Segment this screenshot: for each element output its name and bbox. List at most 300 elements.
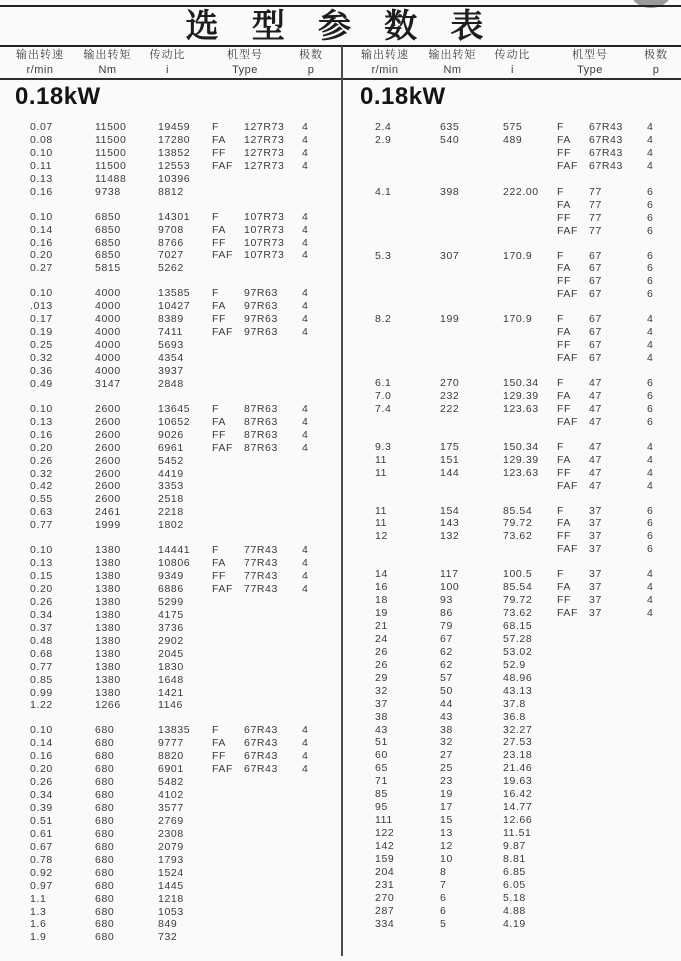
cell-output-torque: 175 [440, 440, 460, 453]
cell-output-torque [440, 416, 503, 429]
cell-type-model [244, 854, 302, 867]
table-group [345, 121, 681, 173]
cell-output-torque: 307 [440, 249, 460, 262]
cell-output-torque: 680 [95, 827, 115, 840]
cell-type-prefix [212, 519, 244, 532]
cell-type-prefix: FA [212, 737, 227, 750]
cell-ratio: 5482 [158, 776, 184, 789]
cell-type-prefix [212, 815, 244, 828]
cell-output-torque: 11500 [95, 121, 127, 133]
cell-ratio: 16.42 [503, 788, 533, 801]
cell-type-model: 107R73 [244, 236, 285, 249]
cell-poles: 6 [647, 377, 654, 389]
cell-output-speed: 0.63 [30, 506, 53, 519]
table-row [0, 186, 336, 199]
cell-type-prefix [212, 493, 244, 506]
table-row [345, 594, 681, 607]
cell-type-prefix [212, 802, 244, 815]
table-row [345, 853, 681, 866]
cell-type-model [244, 828, 302, 841]
cell-type-prefix [212, 622, 244, 635]
table-row [345, 543, 681, 556]
table-row [345, 467, 681, 480]
cell-type-model [244, 468, 302, 481]
cell-poles [302, 880, 336, 893]
cell-output-speed: 0.26 [30, 776, 53, 789]
cell-output-torque: 25 [440, 762, 453, 775]
cell-output-torque: 4000 [95, 313, 121, 326]
cell-ratio: 5.18 [503, 891, 526, 904]
cell-ratio: 4.88 [503, 904, 526, 917]
cell-output-speed: 0.25 [30, 339, 53, 352]
cell-type-prefix: FA [557, 517, 572, 530]
table-row [345, 326, 681, 339]
cell-type-prefix: FAF [212, 249, 234, 262]
table-row [345, 905, 681, 918]
cell-type-model: 67R43 [244, 750, 278, 763]
cell-output-speed: 95 [375, 801, 388, 814]
cell-output-speed: 0.92 [30, 866, 53, 879]
cell-type-model: 77 [589, 198, 602, 211]
cell-ratio: 13645 [158, 402, 191, 415]
cell-type-prefix: FAF [557, 415, 579, 428]
cell-type-model: 77R43 [244, 570, 278, 583]
cell-poles: 6 [647, 275, 654, 288]
cell-output-speed: 0.16 [30, 236, 53, 249]
cell-ratio: 36.8 [503, 710, 526, 723]
cell-type-prefix [212, 918, 244, 931]
table-row [0, 906, 336, 919]
cell-ratio: 5262 [158, 262, 184, 275]
cell-type-prefix [212, 480, 244, 493]
cell-type-prefix: F [557, 313, 565, 326]
cell-output-speed: 231 [375, 878, 395, 891]
cell-output-speed: 0.13 [30, 172, 53, 185]
cell-ratio: 170.9 [503, 313, 533, 326]
cell-output-torque: 100 [440, 581, 460, 594]
table-row [0, 313, 336, 326]
cell-poles [302, 262, 336, 275]
cell-ratio: 13852 [158, 146, 191, 159]
cell-output-speed: 0.20 [30, 249, 53, 262]
cell-output-speed: 60 [375, 749, 388, 762]
cell-output-speed: 0.07 [30, 121, 53, 133]
cell-output-torque: 680 [95, 776, 115, 789]
cell-ratio: 129.39 [503, 453, 539, 466]
cell-type-model [244, 596, 302, 609]
cell-output-torque [440, 262, 503, 275]
cell-poles [302, 455, 336, 468]
cell-output-torque: 23 [440, 775, 453, 788]
cell-type-model [244, 352, 302, 365]
cell-type-prefix: F [557, 440, 565, 453]
cell-ratio: 6901 [158, 763, 184, 776]
cell-poles: 4 [302, 121, 309, 133]
cell-ratio [503, 160, 557, 173]
cell-ratio: 2308 [158, 827, 184, 840]
cell-type-prefix: FA [557, 133, 572, 146]
cell-poles: 4 [302, 300, 309, 313]
cell-poles: 6 [647, 415, 654, 428]
cell-type-model [589, 892, 647, 905]
cell-output-torque: 1380 [95, 647, 121, 660]
table-row [0, 828, 336, 841]
cell-output-torque: 1380 [95, 608, 121, 621]
cell-poles: 6 [647, 543, 654, 556]
cell-output-torque: 50 [440, 684, 453, 697]
cell-ratio: 43.13 [503, 684, 533, 697]
cell-output-speed: 8.2 [375, 313, 392, 326]
cell-output-speed: 18 [375, 594, 388, 607]
cell-type-model: 37 [589, 517, 602, 530]
cell-type-prefix [212, 867, 244, 880]
cell-type-model [589, 672, 647, 685]
cell-type-model [244, 378, 302, 391]
cell-output-torque: 2600 [95, 480, 121, 493]
cell-type-prefix [212, 906, 244, 919]
table-row [0, 880, 336, 893]
cell-poles [647, 788, 681, 801]
cell-poles [302, 828, 336, 841]
cell-ratio: 9777 [158, 737, 184, 750]
cell-poles [647, 659, 681, 672]
cell-type-prefix: FF [212, 236, 227, 249]
cell-type-prefix [212, 880, 244, 893]
cell-output-torque: 680 [95, 814, 115, 827]
cell-output-torque: 154 [440, 504, 460, 517]
cell-poles [647, 762, 681, 775]
cell-poles [647, 620, 681, 633]
cell-poles: 4 [302, 326, 309, 339]
cell-poles: 6 [647, 262, 654, 275]
cell-output-torque: 4000 [95, 326, 121, 339]
cell-poles: 4 [302, 313, 309, 326]
cell-poles [302, 493, 336, 506]
cell-ratio: 8.81 [503, 852, 526, 865]
cell-output-speed: 0.39 [30, 802, 53, 814]
cell-output-torque: 680 [95, 750, 115, 763]
table-row [0, 121, 336, 134]
cell-poles [647, 853, 681, 866]
cell-type-prefix: F [557, 121, 565, 133]
table-row [345, 275, 681, 288]
cell-output-speed [375, 160, 440, 173]
cell-ratio: 150.34 [503, 377, 539, 389]
cell-type-prefix [212, 828, 244, 841]
cell-poles [302, 596, 336, 609]
cell-type-model [589, 620, 647, 633]
table-row [0, 249, 336, 262]
cell-output-torque: 143 [440, 517, 460, 530]
cell-type-prefix: F [557, 568, 565, 581]
table-row [0, 173, 336, 186]
cell-output-torque: 680 [95, 866, 115, 879]
cell-output-speed: 9.3 [375, 440, 392, 453]
cell-type-model: 47 [589, 453, 602, 466]
cell-type-prefix: FF [557, 275, 572, 288]
cell-output-speed: 0.20 [30, 583, 53, 595]
cell-type-model [244, 893, 302, 906]
table-row [0, 661, 336, 674]
cell-ratio: 6.05 [503, 878, 526, 891]
cell-type-model: 67R43 [244, 763, 278, 776]
cell-poles: 6 [647, 198, 654, 211]
cell-output-speed: 0.14 [30, 223, 53, 236]
cell-type-model [244, 906, 302, 919]
cell-poles [647, 775, 681, 788]
cell-type-model [244, 776, 302, 789]
cell-output-torque: 270 [440, 377, 460, 389]
cell-ratio: 170.9 [503, 249, 533, 262]
cell-output-torque: 6 [440, 891, 447, 904]
cell-poles [302, 365, 336, 378]
table-row [0, 262, 336, 275]
cell-output-torque [440, 326, 503, 339]
cell-output-torque: 67 [440, 632, 453, 645]
cell-poles [302, 480, 336, 493]
table-row [0, 160, 336, 173]
table-row [345, 607, 681, 620]
cell-output-speed: 0.37 [30, 621, 53, 634]
cell-output-torque: 6850 [95, 236, 121, 249]
cell-output-speed: 37 [375, 697, 388, 710]
cell-output-speed [375, 339, 440, 352]
cell-ratio: 79.72 [503, 517, 533, 530]
table-row [345, 827, 681, 840]
table-group [0, 211, 336, 276]
cell-type-model: 37 [589, 543, 602, 556]
cell-output-speed: 0.10 [30, 724, 53, 737]
cell-type-model: 47 [589, 377, 602, 389]
table-row [345, 736, 681, 749]
cell-type-model: 47 [589, 479, 602, 492]
cell-type-model [589, 840, 647, 853]
cell-type-model [589, 905, 647, 918]
cell-type-prefix [557, 775, 589, 788]
cell-type-prefix [557, 685, 589, 698]
cell-output-torque: 1380 [95, 544, 121, 557]
cell-type-model [244, 918, 302, 931]
cell-type-prefix [212, 596, 244, 609]
table-group [0, 287, 336, 391]
cell-output-torque: 2600 [95, 467, 121, 480]
cell-ratio: 23.18 [503, 749, 533, 762]
cell-type-prefix: FA [557, 198, 572, 211]
cell-poles: 6 [647, 517, 654, 530]
cell-type-prefix: FAF [557, 224, 579, 237]
cell-poles: 4 [647, 568, 654, 581]
cell-type-prefix [557, 840, 589, 853]
cell-type-model: 37 [589, 594, 602, 607]
cell-type-model [244, 519, 302, 532]
table-row [345, 672, 681, 685]
cell-type-model [589, 814, 647, 827]
cell-output-torque: 232 [440, 389, 460, 402]
cell-type-prefix [212, 854, 244, 867]
cell-poles: 4 [302, 441, 309, 454]
cell-output-speed: 0.17 [30, 313, 53, 326]
cell-output-speed [375, 225, 440, 238]
cell-output-speed: 0.68 [30, 647, 53, 660]
cell-output-speed: 85 [375, 788, 388, 801]
table-row [0, 737, 336, 750]
cell-poles [647, 749, 681, 762]
cell-output-torque: 2600 [95, 415, 121, 428]
cell-type-prefix [212, 841, 244, 854]
cell-output-speed: 0.20 [30, 763, 53, 776]
table-row [345, 801, 681, 814]
cell-output-speed: 21 [375, 620, 388, 632]
table-row [345, 352, 681, 365]
cell-output-torque [440, 275, 503, 288]
cell-output-speed: 0.77 [30, 519, 53, 532]
cell-type-model [589, 827, 647, 840]
cell-type-prefix [557, 724, 589, 737]
table-row [345, 646, 681, 659]
cell-output-torque: 1380 [95, 583, 121, 595]
cell-type-prefix: F [212, 287, 220, 300]
cell-output-torque: 43 [440, 710, 453, 723]
cell-output-torque: 1380 [95, 660, 121, 673]
cell-type-model: 87R63 [244, 402, 278, 415]
table-row [345, 416, 681, 429]
cell-output-torque: 2600 [95, 454, 121, 467]
cell-type-prefix: F [212, 544, 220, 557]
cell-type-prefix: FAF [212, 763, 234, 776]
cell-type-prefix: FA [557, 326, 572, 339]
cell-type-prefix [557, 827, 589, 840]
cell-output-speed: 142 [375, 839, 395, 852]
cell-type-prefix [212, 262, 244, 275]
cell-output-speed: 0.97 [30, 879, 53, 892]
cell-type-model: 87R63 [244, 441, 278, 454]
table-group [345, 568, 681, 930]
cell-output-speed: 19 [375, 607, 388, 620]
cell-type-model: 37 [589, 568, 602, 581]
cell-poles: 4 [302, 724, 309, 737]
cell-type-model: 67R43 [589, 133, 623, 146]
cell-type-model [244, 493, 302, 506]
cell-type-prefix: FF [212, 428, 227, 441]
cell-poles: 4 [302, 223, 309, 236]
cell-type-model: 127R73 [244, 133, 285, 146]
cell-output-speed [375, 326, 440, 339]
cell-output-speed: 11 [375, 466, 388, 479]
cell-type-model: 47 [589, 402, 602, 415]
cell-output-speed: 0.34 [30, 789, 53, 802]
cell-type-prefix [212, 339, 244, 352]
cell-ratio: 10396 [158, 172, 191, 185]
cell-ratio: 1421 [158, 686, 184, 699]
cell-output-speed: 270 [375, 891, 395, 904]
cell-output-torque: 680 [95, 918, 115, 931]
cell-output-torque: 32 [440, 736, 453, 749]
cell-type-model: 67 [589, 275, 602, 288]
cell-type-prefix [557, 672, 589, 685]
cell-poles: 4 [302, 557, 309, 570]
cell-output-torque: 44 [440, 697, 453, 710]
cell-ratio: 2045 [158, 647, 184, 660]
cell-type-prefix [212, 699, 244, 712]
cell-type-prefix [212, 468, 244, 481]
cell-type-model [589, 918, 647, 931]
cell-output-torque: 680 [95, 724, 115, 737]
cell-poles: 4 [647, 352, 654, 365]
cell-poles: 6 [647, 185, 654, 198]
cell-output-speed: 0.26 [30, 454, 53, 467]
table-row [345, 775, 681, 788]
cell-type-model [244, 661, 302, 674]
cell-type-model [589, 685, 647, 698]
cell-type-prefix: FAF [212, 326, 234, 339]
cell-output-speed: 2.4 [375, 121, 392, 133]
cell-type-model: 77 [589, 211, 602, 224]
cell-type-prefix [212, 173, 244, 186]
cell-ratio: 8766 [158, 236, 184, 249]
cell-output-speed: 11 [375, 517, 388, 530]
cell-poles: 4 [302, 133, 309, 146]
cell-poles: 4 [647, 440, 654, 453]
cell-output-speed: 11 [375, 453, 388, 466]
cell-output-torque: 199 [440, 313, 460, 326]
cell-output-speed: 7.4 [375, 402, 392, 415]
header-output-speed: 输出转速 r/min [16, 49, 64, 76]
cell-poles [647, 724, 681, 737]
cell-output-torque: 2600 [95, 402, 121, 415]
cell-ratio: 13835 [158, 724, 191, 737]
cell-output-speed: 0.10 [30, 402, 53, 415]
cell-type-prefix [557, 892, 589, 905]
table-row [0, 468, 336, 481]
cell-output-speed [375, 199, 440, 212]
table-row [345, 454, 681, 467]
cell-type-prefix [212, 609, 244, 622]
cell-ratio: 10652 [158, 415, 191, 428]
cell-output-speed: 0.13 [30, 415, 53, 428]
cell-ratio: 52.9 [503, 658, 526, 671]
table-row [0, 480, 336, 493]
cell-ratio: 150.34 [503, 440, 539, 453]
cell-ratio: 1830 [158, 660, 184, 673]
cell-type-model: 77R43 [244, 583, 278, 595]
cell-poles [647, 866, 681, 879]
cell-output-torque [440, 199, 503, 212]
cell-type-prefix: FF [212, 313, 227, 326]
cell-output-torque: 4000 [95, 339, 121, 352]
cell-ratio: 9708 [158, 223, 184, 236]
cell-ratio [503, 262, 557, 275]
cell-ratio [503, 416, 557, 429]
cell-poles: 4 [302, 287, 309, 300]
cell-output-torque: 1999 [95, 519, 121, 532]
cell-output-speed: 4.1 [375, 185, 392, 198]
cell-output-torque: 680 [95, 905, 115, 918]
cell-type-prefix: FA [557, 262, 572, 275]
cell-type-model: 67 [589, 313, 602, 326]
cell-output-torque: 1380 [95, 686, 121, 699]
cell-output-torque: 10 [440, 852, 453, 865]
cell-output-speed: 0.26 [30, 595, 53, 608]
cell-type-prefix [212, 687, 244, 700]
table-row [345, 505, 681, 518]
cell-ratio: 10427 [158, 300, 191, 313]
cell-output-torque: 680 [95, 892, 115, 905]
cell-poles: 4 [302, 249, 309, 262]
cell-output-torque: 12 [440, 839, 453, 852]
cell-output-speed: 0.16 [30, 428, 53, 441]
cell-type-model [244, 880, 302, 893]
cell-poles [647, 633, 681, 646]
